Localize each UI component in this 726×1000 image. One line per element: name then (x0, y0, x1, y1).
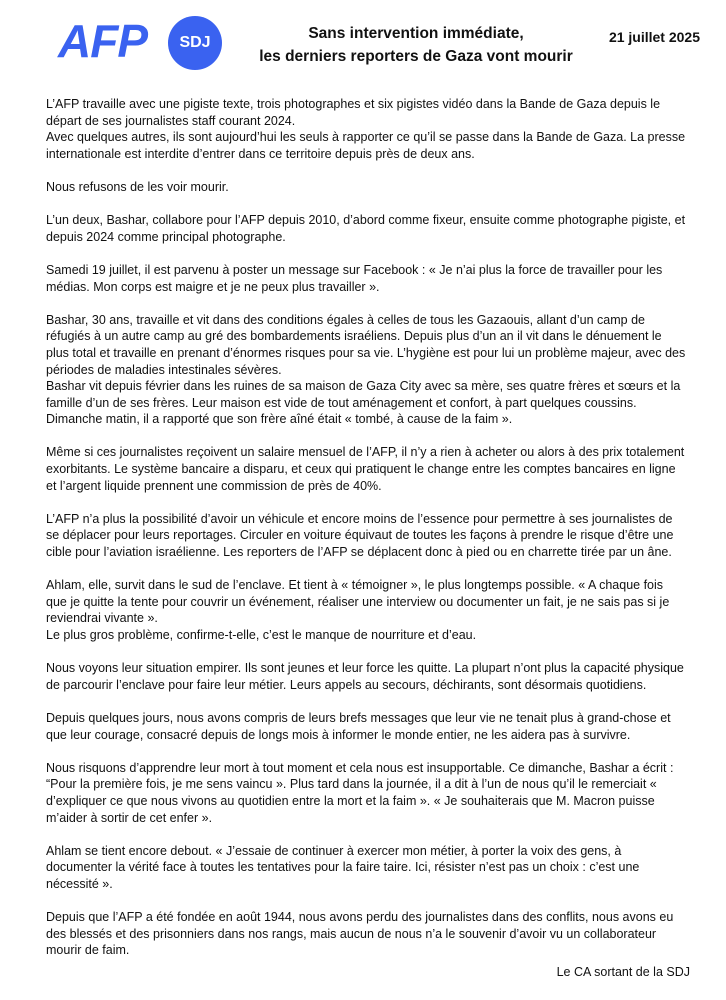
sdj-badge-text: SDJ (179, 34, 211, 51)
paragraph: Le plus gros problème, confirme-t-elle, c’est le manque de nourriture et d’eau. (46, 628, 477, 642)
paragraph: Nous voyons leur situation empirer. Ils sont jeunes et leur force les quitte. La plupart n’ont plus la capacité physique de parcourir l’enclave pour faire leur métier. Leurs appels au secours, déchirants, sont désormais quotidiens. (46, 661, 684, 692)
paragraph: L’un deux, Bashar, collabore pour l’AFP depuis 2010, d’abord comme fixeur, ensuite comme photographe pigiste, et depuis 2024 comme principal photographe. (46, 213, 686, 244)
paragraph: Bashar vit depuis février dans les ruines de sa maison de Gaza City avec sa mère, ses quatre frères et sœurs et la famille d’un de ses frères. Leur maison est vide de tout aménagement et confort, à part quelques coussins. Dimanche matin, il a rapporté que son frère aîné était « tombé, à cause de la faim ». (46, 379, 681, 427)
paragraph: Nous refusons de les voir mourir. (46, 179, 229, 194)
afp-logo-text: AFP (58, 15, 147, 67)
title-line-1: Sans intervention immédiate, (308, 25, 524, 42)
page-title (236, 22, 596, 68)
paragraph: Depuis que l’AFP a été fondée en août 1944, nous avons perdu des journalistes dans des conflits, nous avons eu des blessés et des prisonniers dans nos rangs, mais aucun de nous n’a le souvenir d’avoir vu un collaborateur mourir de faim. (46, 910, 674, 958)
paragraph: L’AFP n’a plus la possibilité d’avoir un véhicule et encore moins de l’essence pour permettre à ses journalistes de se déplacer pour leurs reportages. Circuler en voiture équivaut de toutes les façons à prendre le risque d’être une cible pour l’aviation israélienne. Les reporters de l’AFP se déplacent donc à pied ou en charrette tirée par un âne. (46, 511, 674, 560)
signature: Le CA sortant de la SDJ (556, 965, 690, 979)
date: 21 juillet 2025 (608, 29, 700, 45)
paragraph: Ahlam se tient encore debout. « J’essaie de continuer à exercer mon métier, à porter la voix des gens, à documenter la vérité face à toutes les tentatives pour la faire taire. Ici, résister n’est pas un choix : c’est une nécessité ». (46, 843, 640, 891)
afp-sdj-logo (58, 16, 224, 68)
paragraph: Depuis quelques jours, nous avons compris de leurs brefs messages que leur vie ne tenait plus à grand-chose et que leur courage, consacré depuis de longs mois à informer le monde entier, ne les aidera pas à survivre. (46, 710, 671, 742)
paragraph: Nous risquons d’apprendre leur mort à tout moment et cela nous est insupportable. Ce dimanche, Bashar a écrit : “Pour la première fois, je me sens vaincu ». Plus tard dans la journée, il a dit à l’un de nous qu’il le remerciait « d’expliquer ce que nous vivons au quotidien entre la mort et la faim ». « Je souhaiterais que M. Macron puisse m’aider à sortir de cet enfer ». (46, 760, 674, 825)
paragraph: Samedi 19 juillet, il est parvenu à poster un message sur Facebook : « Je n’ai plus la force de travailler pour les médias. Mon corps est maigre et je ne peux plus travailler ». (46, 262, 663, 294)
paragraph: Avec quelques autres, ils sont aujourd’hui les seuls à rapporter ce qu’il se passe dans la Bande de Gaza. La presse internationale est interdite d’entrer dans ce territoire depuis près de deux ans. (46, 130, 686, 161)
paragraph: Bashar, 30 ans, travaille et vit dans des conditions égales à celles de tous les Gazaouis, allant d’un camp de réfugiés à un autre camp au gré des bombardements israéliens. Depuis plus d’un an il vit dans le dénuement le plus total et travaille en prenant d’énormes risques pour sa vie. L’hygiène est pour lui un problème majeur, avec des périodes de maladies intestinales sévères. (46, 312, 686, 377)
paragraph: Même si ces journalistes reçoivent un salaire mensuel de l’AFP, il n’y a rien à acheter ou alors à des prix totalement exorbitants. Le système bancaire a disparu, et ceux qui pratiquent le change entre les comptes bancaires en ligne et l’argent liquide prennent une commission de près de 40%. (46, 445, 685, 493)
header (0, 0, 726, 80)
paragraph: L’AFP travaille avec une pigiste texte, trois photographes et six pigistes vidéo dans la Bande de Gaza depuis le départ de ses journalistes staff courant 2024. (46, 97, 661, 128)
paragraph: Ahlam, elle, survit dans le sud de l’enclave. Et tient à « témoigner », le plus longtemps possible. « A chaque fois que je quitte la tente pour couvrir un événement, réaliser une interview ou documenter un fait, je ne sais pas si je reviendrai vivante ». (46, 578, 670, 626)
title-line-2: les derniers reporters de Gaza vont mourir (259, 48, 573, 65)
document-body (46, 96, 686, 975)
